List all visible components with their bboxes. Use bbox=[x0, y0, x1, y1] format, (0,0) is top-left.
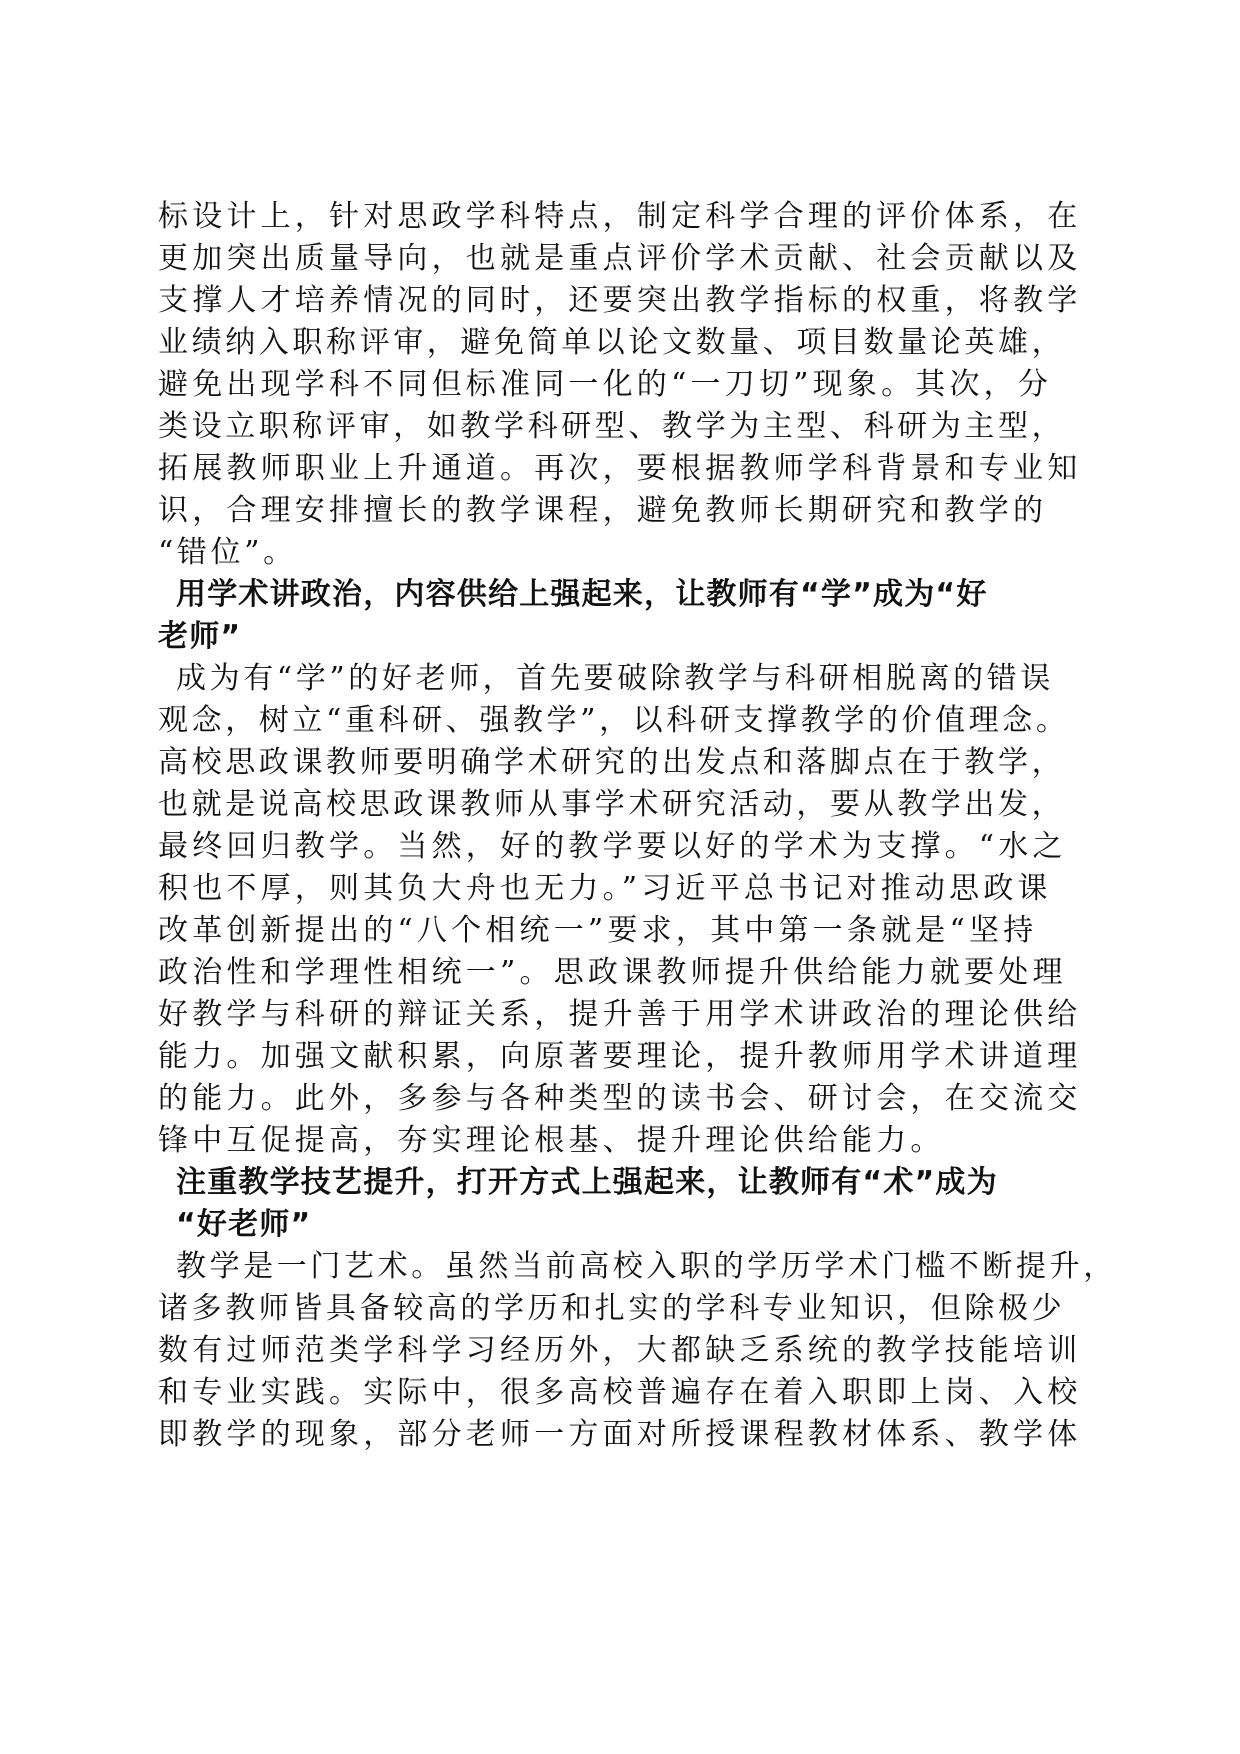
text-line: 能力。加强文献积累，向原著要理论，提升教师用学术讲道理 bbox=[158, 1039, 1082, 1074]
section-teaching-skills bbox=[158, 1162, 1117, 1456]
text-line: 政治性和学理性相统一”。思政课教师提升供给能力就要处理 bbox=[158, 955, 1067, 990]
text-line: 成为有“学”的好老师，首先要破除教学与科研相脱离的错误 bbox=[176, 661, 1054, 696]
text-line: 诸多教师皆具备较高的学历和扎实的学科专业知识，但除极少 bbox=[158, 1291, 1066, 1326]
document-page bbox=[158, 196, 1117, 1456]
text-line: 观念，树立“重科研、强教学”，以科研支撑教学的价值理念。 bbox=[158, 703, 1070, 738]
text-line: 好教学与科研的辩证关系，提升善于用学术讲政治的理论供给 bbox=[158, 997, 1082, 1032]
text-line: 数有过师范类学科学习经历外，大都缺乏系统的教学技能培训 bbox=[158, 1333, 1082, 1368]
heading-line: 用学术讲政治，内容供给上强起来，让教师有“学”成为“好 bbox=[176, 577, 988, 612]
text-line: 最终回归教学。当然，好的教学要以好的学术为支撑。“水之 bbox=[158, 829, 1067, 864]
section-body bbox=[158, 658, 1080, 1162]
text-line: 也就是说高校思政课教师从事学术研究活动，要从教学出发， bbox=[158, 787, 1066, 822]
text-line: 教学是一门艺术。虽然当前高校入职的学历学术门槛不断提升， bbox=[176, 1249, 1117, 1284]
text-line: 即教学的现象，部分老师一方面对所授课程教材体系、教学体 bbox=[158, 1417, 1082, 1452]
text-line: 的能力。此外，多参与各种类型的读书会、研讨会，在交流交 bbox=[158, 1081, 1082, 1116]
text-line: 类设立职称评审，如教学科研型、教学为主型、科研为主型， bbox=[158, 409, 1066, 444]
heading-line: 注重教学技艺提升，打开方式上强起来，让教师有“术”成为 bbox=[176, 1165, 998, 1200]
text-line: 避免出现学科不同但标准同一化的“一刀切”现象。其次，分 bbox=[158, 367, 1053, 402]
text-line: 和专业实践。实际中，很多高校普遍存在着入职即上岗、入校 bbox=[158, 1375, 1082, 1410]
text-line: 高校思政课教师要明确学术研究的出发点和落脚点在于教学， bbox=[158, 745, 1066, 780]
section-heading bbox=[158, 574, 1080, 658]
text-line: 更加突出质量导向，也就是重点评价学术贡献、社会贡献以及 bbox=[158, 241, 1082, 276]
text-line: 锋中互促提高，夯实理论根基、提升理论供给能力。 bbox=[158, 1123, 945, 1158]
section-body bbox=[158, 1246, 1117, 1456]
text-line: 业绩纳入职称评审，避免简单以论文数量、项目数量论英雄， bbox=[158, 325, 1066, 360]
section-academic-politics bbox=[158, 574, 1080, 1162]
text-line: 积也不厚，则其负大舟也无力。”习近平总书记对推动思政课 bbox=[158, 871, 1052, 906]
text-line: 识，合理安排擅长的教学课程，避免教师长期研究和教学的 bbox=[158, 493, 1048, 528]
text-line: 支撑人才培养情况的同时，还要突出教学指标的权重，将教学 bbox=[158, 283, 1082, 318]
text-line: “错位”。 bbox=[158, 535, 297, 570]
paragraph-evaluation-system bbox=[158, 196, 1080, 574]
heading-line: “好老师” bbox=[176, 1207, 312, 1242]
heading-line: 老师” bbox=[158, 619, 242, 654]
text-line: 标设计上，针对思政学科特点，制定科学合理的评价体系，在 bbox=[158, 199, 1082, 234]
text-line: 改革创新提出的“八个相统一”要求，其中第一条就是“坚持 bbox=[158, 913, 1038, 948]
section-heading bbox=[158, 1162, 1080, 1246]
text-line: 拓展教师职业上升通道。再次，要根据教师学科背景和专业知 bbox=[158, 451, 1082, 486]
